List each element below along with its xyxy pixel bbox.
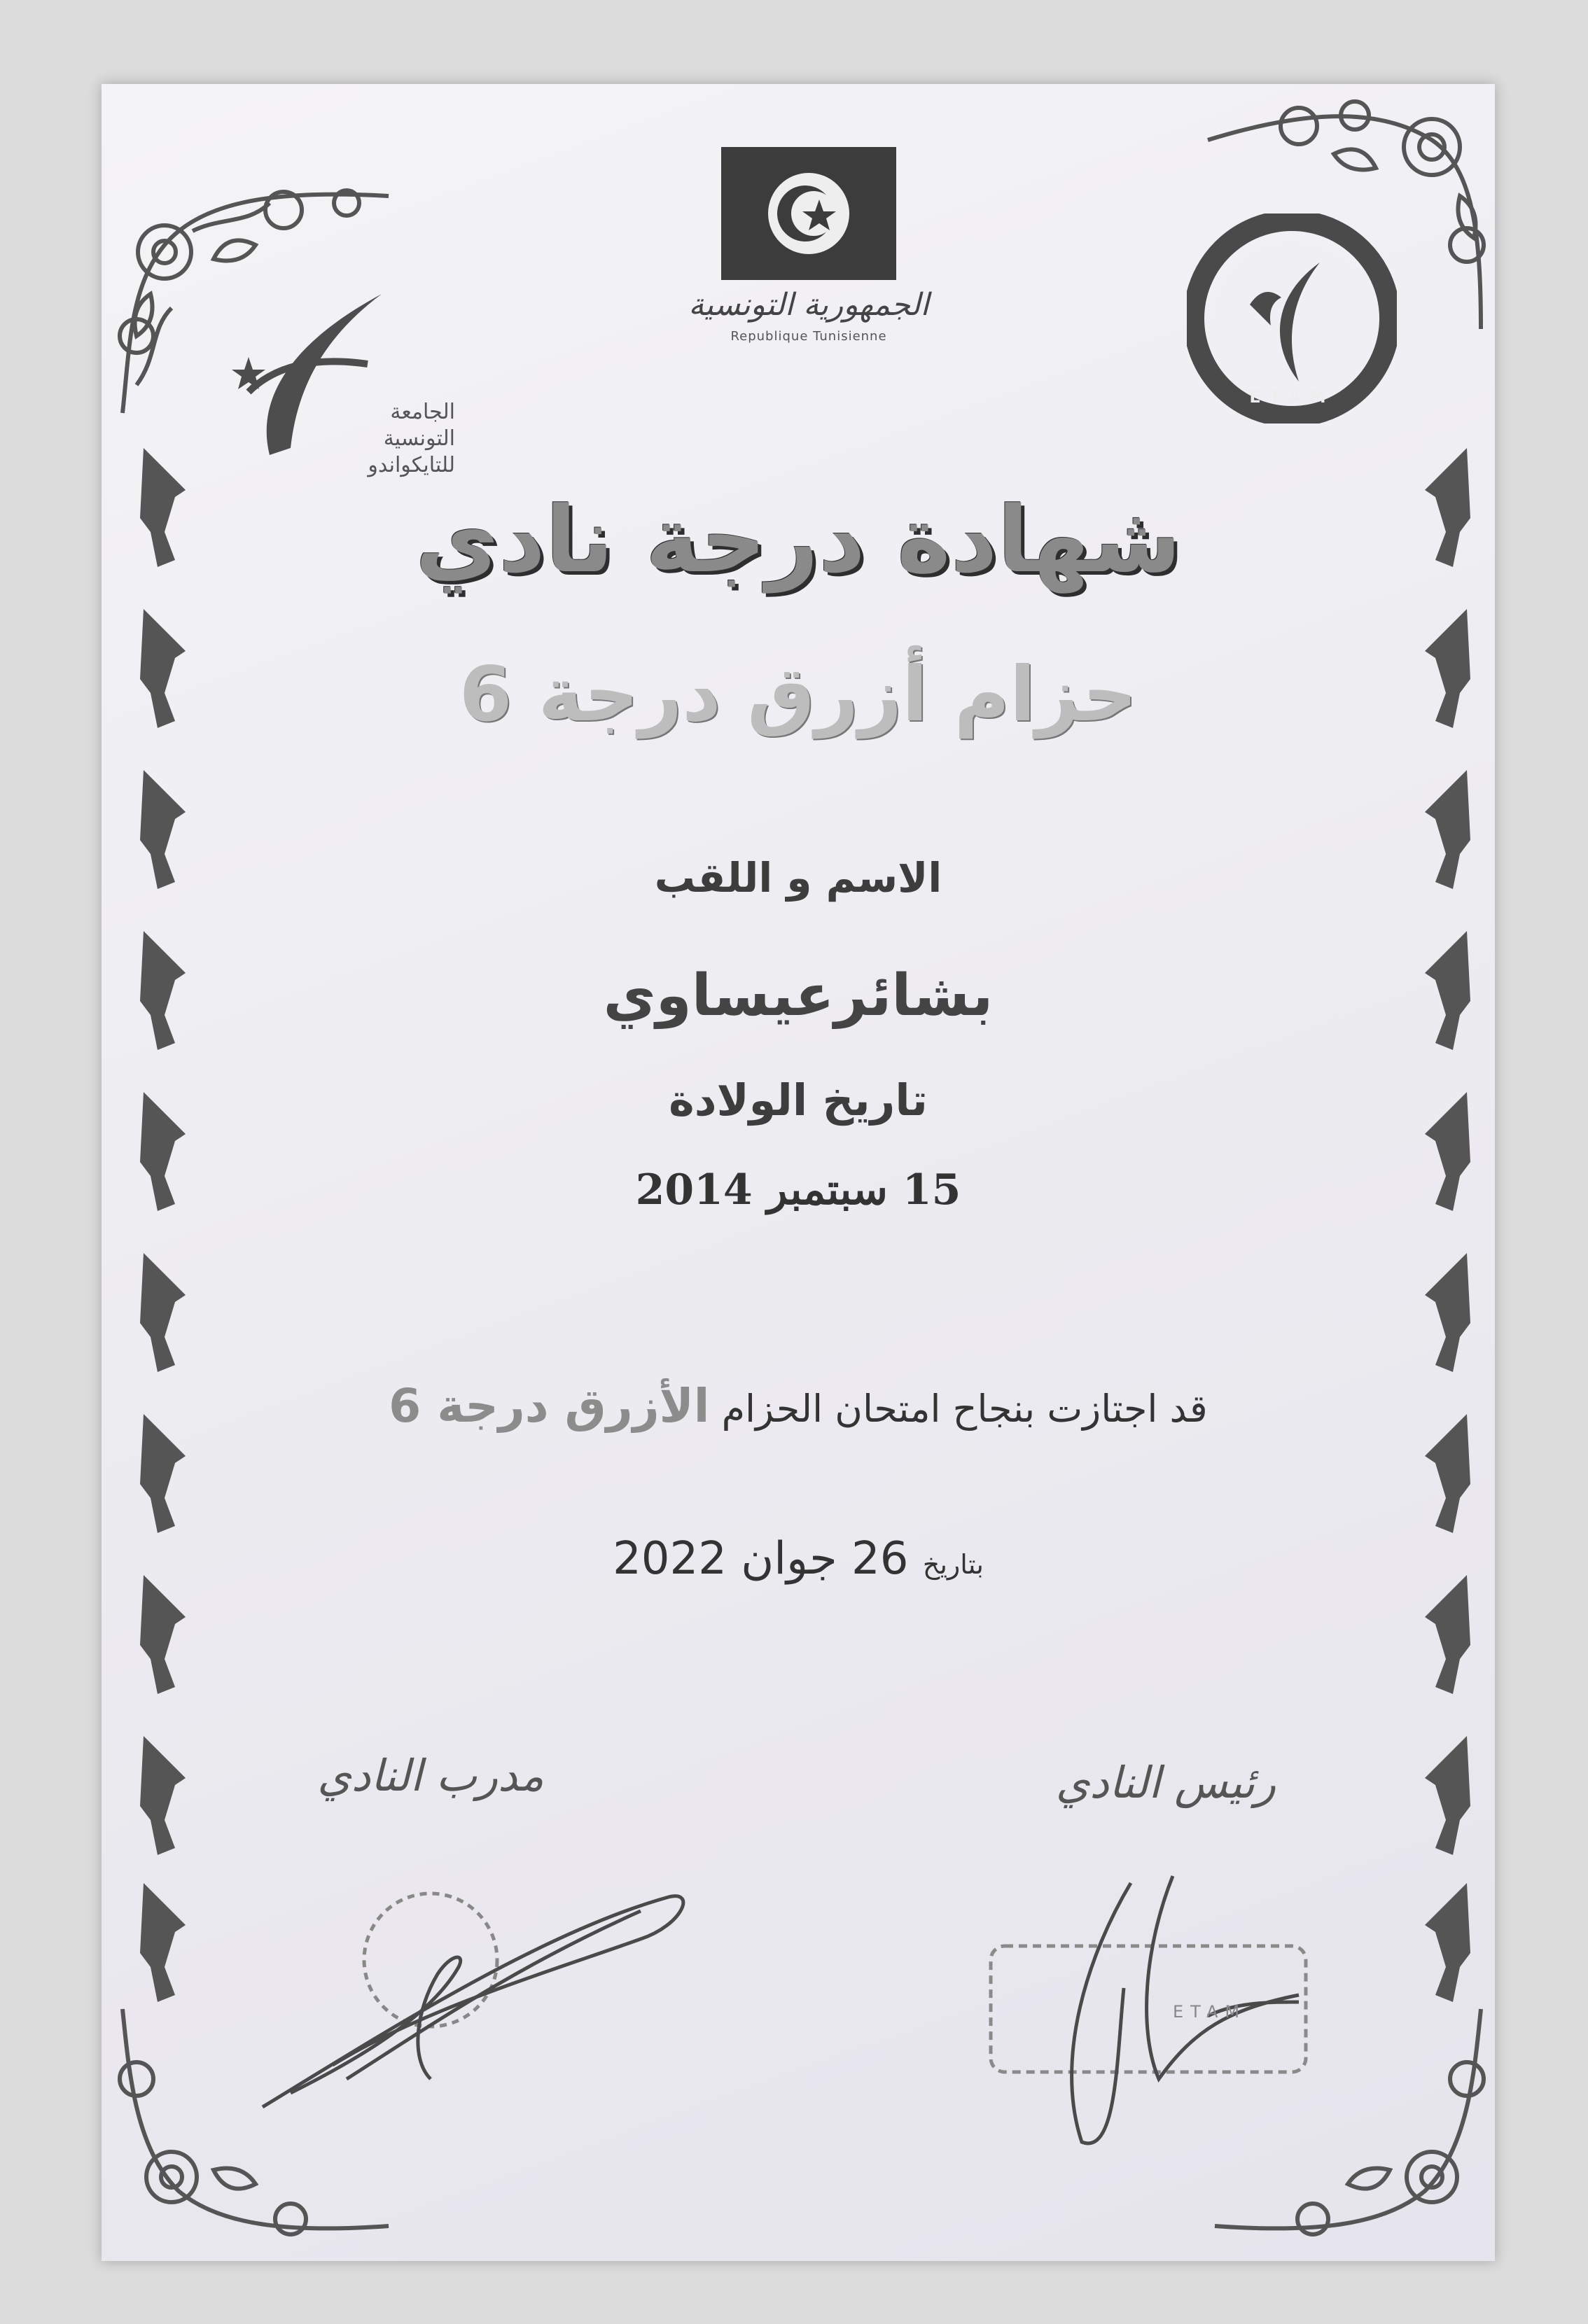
passed-statement [102,1379,1495,1433]
dob-value: 15 سبتمبر 2014 [635,1166,961,1214]
president-signature-label: رئيس النادي [1055,1757,1276,1808]
club-badge [1187,214,1397,424]
federation-logo [228,287,459,497]
exam-date [102,1533,1495,1585]
exam-date-value: 26 جوان 2022 [613,1533,909,1585]
name-value: بشائرعيساوي [603,962,994,1029]
tunisia-flag [721,147,896,280]
certificate-title: شهادة درجة نادي [415,486,1182,593]
certificate-page [102,84,1495,2261]
name-label: الاسم و اللقب [654,854,942,902]
federation-line-3: للتايكواندو [368,453,455,477]
president-stamp-text: ETAM [1173,2002,1247,2022]
certificate-subtitle: حزام أزرق درجة 6 [459,651,1137,738]
federation-line-2: التونسية [383,426,455,451]
dob-label: تاريخ الولادة [669,1074,928,1126]
federation-line-1: الجامعة [390,400,455,424]
passed-grade: الأزرق درجة 6 [389,1379,710,1433]
passed-text: قد اجتازت بنجاح امتحان الحزام [721,1387,1208,1431]
club-badge-text: ETAM [1249,387,1335,407]
exam-date-prefix: بتاريخ [922,1549,984,1580]
republic-title: الجمهورية التونسية [688,287,929,323]
coach-signature [249,1848,697,2128]
federation-name [319,399,455,479]
republic-subtitle: Republique Tunisienne [730,329,887,344]
coach-signature-label: مدرب النادي [317,1750,544,1801]
